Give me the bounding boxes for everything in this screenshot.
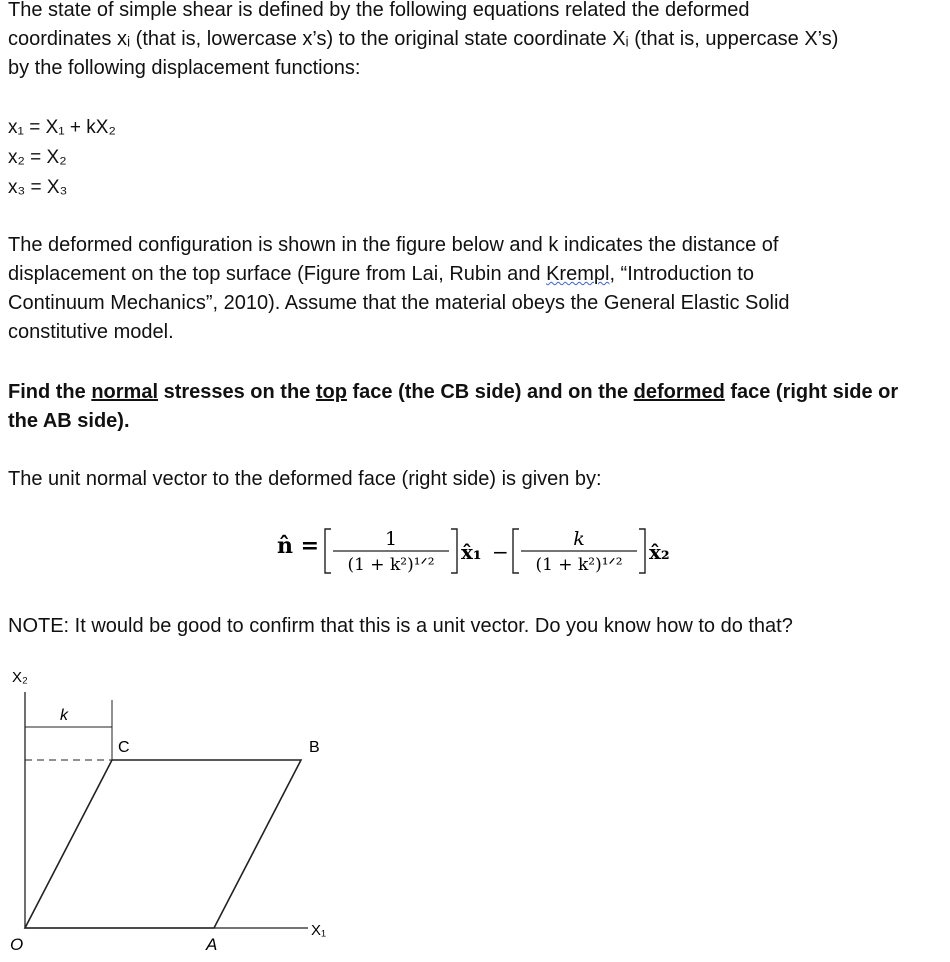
bracket-right-2: [639, 529, 645, 573]
task-part-7: face (right side or: [724, 381, 899, 403]
shear-figure: [8, 660, 368, 960]
task-normal-underlined: normal: [91, 381, 159, 403]
point-b-label: B: [309, 739, 320, 756]
intro-paragraph: [8, 0, 943, 83]
unit-normal-formula: [263, 515, 703, 585]
formula-numerator-1: 1: [384, 528, 398, 550]
task-deformed-underlined: deformed: [633, 381, 725, 403]
dimension-k-label: k: [60, 707, 68, 724]
deformed-line-2a: displacement on the top surface (Figure from Lai, Rubin and: [8, 263, 547, 285]
unit-normal-text: The unit normal vector to the deformed face (right side) is given by:: [8, 468, 602, 490]
task-part-8: the AB side).: [8, 410, 130, 432]
axis-label-x1: X₁: [311, 922, 327, 939]
task-statement: [8, 378, 943, 436]
formula-denominator-2: (1 + k²)¹ᐟ²: [535, 555, 623, 575]
formula-basis-x2: x̂₂: [649, 540, 670, 564]
task-part-3: stresses on the: [158, 381, 316, 403]
formula-denominator-1: (1 + k²)¹ᐟ²: [347, 555, 435, 575]
spell-flagged-word: Krempl: [546, 263, 610, 285]
formula-minus: −: [492, 540, 509, 564]
task-top-underlined: top: [315, 381, 347, 403]
bracket-left-2: [513, 529, 519, 573]
point-a-label: A: [206, 935, 218, 954]
formula-basis-x1: x̂₁: [461, 540, 482, 564]
bracket-right-1: [451, 529, 457, 573]
deformed-paragraph: [8, 231, 943, 347]
equation-x3: x₃ = X₃: [8, 177, 68, 198]
equation-x1: x₁ = X₁ + kX₂: [8, 117, 116, 138]
equation-x2: x₂ = X₂: [8, 147, 67, 168]
origin-label: O: [10, 935, 24, 954]
sheared-parallelogram: [25, 760, 301, 928]
axis-label-x2: X₂: [12, 669, 28, 686]
point-c-label: C: [118, 739, 130, 756]
task-part-1: Find the: [8, 381, 92, 403]
note-text: NOTE: It would be good to confirm that this is a unit vector. Do you know how to do that?: [8, 615, 793, 637]
task-part-5: face (the CB side) and on the: [346, 381, 634, 403]
deformed-line-3: Continuum Mechanics”, 2010). Assume that the material obeys the General Elastic Solid: [8, 292, 790, 314]
deformed-line-2: [8, 260, 943, 289]
bracket-left-1: [325, 529, 331, 573]
formula-numerator-2: k: [573, 528, 585, 550]
deformed-line-1: The deformed configuration is shown in the figure below and k indicates the distance of: [8, 234, 779, 256]
formula-lhs: n̂ =: [277, 533, 320, 559]
intro-line-3: by the following displacement functions:: [8, 57, 361, 79]
intro-line-2: coordinates xᵢ (that is, lowercase x’s) to the original state coordinate Xᵢ (that is, uppercase X’s): [8, 28, 839, 50]
deformed-line-4: constitutive model.: [8, 321, 174, 343]
deformed-line-2c: , “Introduction to: [609, 263, 754, 285]
intro-line-1: The state of simple shear is defined by the following equations related the deformed: [8, 0, 750, 21]
